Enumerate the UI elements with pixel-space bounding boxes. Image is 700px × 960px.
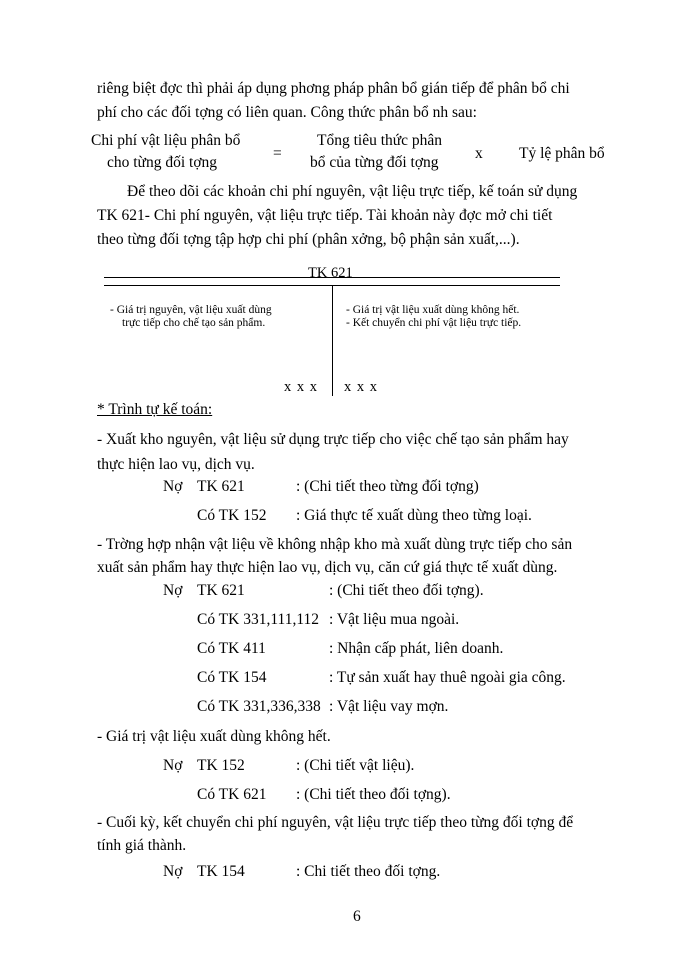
formula-equals: = (273, 145, 282, 162)
para2-line-2: TK 621- Chi phí nguyên, vật liệu trực tiếp. Tài khoản này đợc mở chi tiết (97, 207, 553, 224)
entry-account: Có TK 154 (197, 669, 267, 686)
procedure-heading: * Trình tự kế toán: (97, 401, 213, 418)
entry-description: : Tự sản xuất hay thuê ngoài gia công. (329, 669, 566, 686)
para2-line-1: Để theo dõi các khoản chi phí nguyên, vật liệu trực tiếp, kế toán sử dụng (127, 183, 578, 200)
entry-description: : (Chi tiết theo đối tợng). (296, 786, 451, 803)
formula-mid-line-2: bổ của từng đối tợng (310, 154, 439, 171)
intro-line-1: riêng biệt đợc thì phải áp dụng phơng pháp phân bổ gián tiếp để phân bổ chi (97, 80, 570, 97)
item4-line-2: tính giá thành. (97, 837, 187, 854)
entry-account: Có TK 621 (197, 786, 267, 803)
formula-left-line-2: cho từng đối tợng (107, 154, 218, 171)
item1-line-2: thực hiện lao vụ, dịch vụ. (97, 456, 255, 473)
entry-account: Có TK 331,336,338 (197, 698, 321, 715)
entry-prefix: Nợ (163, 478, 183, 495)
entry-account: TK 154 (197, 863, 245, 880)
t-account-credit-line-2: - Kết chuyển chi phí vật liệu trực tiếp. (346, 317, 522, 329)
item1-line-1: - Xuất kho nguyên, vật liệu sử dụng trực tiếp cho việc chế tạo sản phẩm hay (97, 431, 569, 448)
entry-account: Có TK 331,111,112 (197, 611, 319, 628)
formula-left-line-1: Chi phí vật liệu phân bổ (91, 132, 241, 149)
formula-mid-line-1: Tổng tiêu thức phân (317, 132, 443, 149)
entry-description: : Vật liệu vay mợn. (329, 698, 449, 715)
entry-description: : Nhận cấp phát, liên doanh. (329, 640, 504, 657)
item4-line-1: - Cuối kỳ, kết chuyển chi phí nguyên, vật liệu trực tiếp theo từng đối tợng để (97, 814, 574, 831)
t-account-divider (332, 285, 333, 396)
entry-description: : Vật liệu mua ngoài. (329, 611, 460, 628)
item2-line-2: xuất sản phẩm hay thực hiện lao vụ, dịch vụ, căn cứ giá thực tế xuất dùng. (97, 559, 558, 576)
t-account-credit-line-1: - Giá trị vật liệu xuất dùng không hết. (346, 304, 520, 316)
t-account-debit-line-1: - Giá trị nguyên, vật liệu xuất dùng (110, 304, 272, 316)
entry-description: : Chi tiết theo đối tợng. (296, 863, 441, 880)
t-account-debit-total: x x x (284, 379, 318, 395)
page-number: 6 (353, 908, 361, 925)
t-account-credit-total: x x x (344, 379, 378, 395)
entry-account: TK 152 (197, 757, 245, 774)
intro-line-2: phí cho các đối tợng có liên quan. Công thức phân bổ nh sau: (97, 104, 477, 121)
t-account-debit-line-2: trực tiếp cho chế tạo sản phẩm. (122, 317, 266, 329)
item3-line-1: - Giá trị vật liệu xuất dùng không hết. (97, 728, 331, 745)
para2-line-3: theo từng đối tợng tập hợp chi phí (phân xởng, bộ phận sản xuất,...). (97, 231, 520, 248)
item2-line-1: - Trờng hợp nhận vật liệu về không nhập kho mà xuất dùng trực tiếp cho sản (97, 536, 573, 553)
entry-prefix: Nợ (163, 863, 183, 880)
entry-description: : (Chi tiết vật liệu). (296, 757, 415, 774)
entry-prefix: Nợ (163, 757, 183, 774)
entry-account: TK 621 (197, 582, 245, 599)
t-account-top-rule (104, 277, 560, 278)
formula-times: x (475, 145, 483, 162)
entry-account: Có TK 411 (197, 640, 266, 657)
entry-description: : (Chi tiết theo đối tợng). (329, 582, 484, 599)
entry-prefix: Nợ (163, 582, 183, 599)
formula-right: Tỷ lệ phân bổ (519, 145, 605, 162)
entry-description: : Giá thực tế xuất dùng theo từng loại. (296, 507, 532, 524)
t-account-title: TK 621 (308, 265, 353, 281)
entry-account: TK 621 (197, 478, 245, 495)
entry-account: Có TK 152 (197, 507, 267, 524)
entry-description: : (Chi tiết theo từng đối tợng) (296, 478, 479, 495)
